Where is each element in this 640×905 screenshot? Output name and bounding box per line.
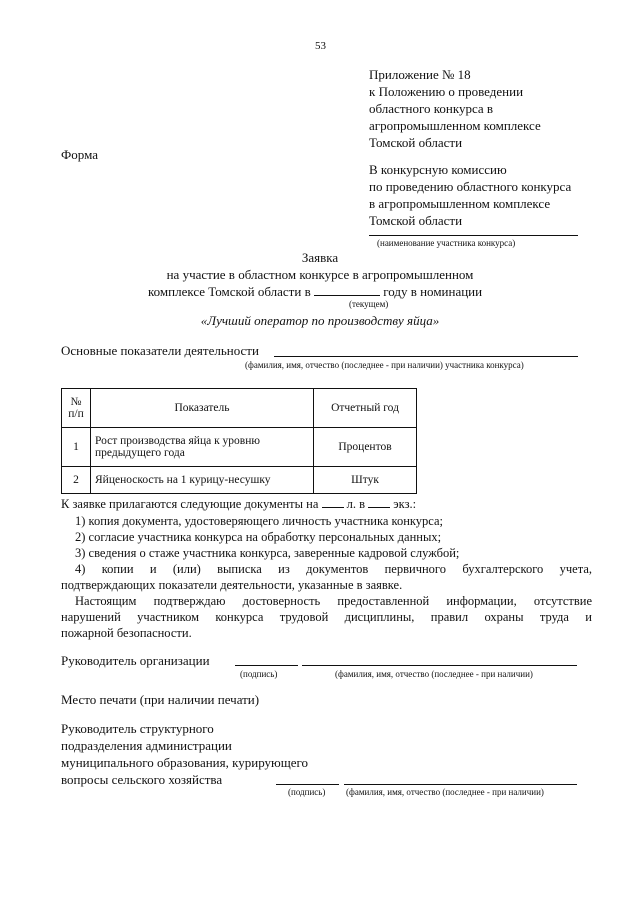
head-org-fio-field[interactable] xyxy=(302,665,577,666)
head-dept-signature-field[interactable] xyxy=(276,784,339,785)
doc-item: 3) сведения о стаже участника конкурса, заверенные кадровой службой; xyxy=(75,546,460,560)
subtitle-text-end: году в номинации xyxy=(383,284,483,299)
addressee-hint: (наименование участника конкурса) xyxy=(377,238,516,248)
appendix-line: Томской области xyxy=(369,135,463,150)
pages-count-field[interactable] xyxy=(322,496,344,508)
table-cell-indicator: Яйценоскость на 1 курицу-несушку xyxy=(91,467,314,494)
head-dept-line: муниципального образования, курирующего xyxy=(61,755,309,770)
docs-intro-end: экз.: xyxy=(393,497,417,511)
signature-hint: (подпись) xyxy=(288,787,326,797)
doc-item: 4) копии и (или) выписка из документов первичного бухгалтерского учета, xyxy=(75,562,592,576)
table-header-cell: Отчетный год xyxy=(314,389,417,428)
indicators-hint: (фамилия, имя, отчество (последнее - при наличии) участника конкурса) xyxy=(245,360,524,370)
table-cell-indicator: Рост производства яйца к уровню предыдущего года xyxy=(91,428,314,467)
nomination: «Лучший оператор по производству яйца» xyxy=(200,313,440,328)
addressee-line: в агропромышленном комплексе xyxy=(369,196,551,211)
confirmation-text: Настоящим подтверждаю достоверность предоставленной информации, отсутствие xyxy=(75,594,592,608)
head-dept-line: Руководитель структурного xyxy=(61,721,214,736)
doc-item: 2) согласие участника конкурса на обработку персональных данных; xyxy=(75,530,442,544)
indicators-label: Основные показатели деятельности xyxy=(61,343,259,358)
table-row xyxy=(62,467,417,494)
table-cell-num: 1 xyxy=(62,428,91,467)
appendix-line: к Положению о проведении xyxy=(369,84,524,99)
fio-hint: (фамилия, имя, отчество (последнее - при наличии) xyxy=(335,669,533,679)
indicators-table xyxy=(61,388,417,494)
head-org-signature-field[interactable] xyxy=(235,665,298,666)
addressee-line: В конкурсную комиссию xyxy=(369,162,507,177)
confirmation-text: нарушений участником конкурса трудовой дисциплины, правил охраны труда и xyxy=(61,610,592,624)
head-org-label: Руководитель организации xyxy=(61,653,210,668)
head-dept-line: подразделения администрации xyxy=(61,738,232,753)
addressee-line: Томской области xyxy=(369,213,463,228)
table-cell-num: 2 xyxy=(62,467,91,494)
table-header-cell: № п/п xyxy=(62,389,91,428)
subtitle-text: комплексе Томской области в xyxy=(148,284,311,299)
appendix-line: агропромышленном комплексе xyxy=(369,118,541,133)
head-dept-fio-field[interactable] xyxy=(344,784,577,785)
table-cell-value: Процентов xyxy=(314,428,417,467)
fio-hint: (фамилия, имя, отчество (последнее - при наличии) xyxy=(346,787,544,797)
appendix-line: областного конкурса в xyxy=(369,101,494,116)
table-row xyxy=(62,428,417,467)
copies-count-field[interactable] xyxy=(368,496,390,508)
page-number: 53 xyxy=(315,40,326,52)
signature-hint: (подпись) xyxy=(240,669,278,679)
confirmation-text: пожарной безопасности. xyxy=(61,626,192,640)
addressee-line: по проведению областного конкурса xyxy=(369,179,572,194)
application-subtitle-line2 xyxy=(148,284,482,300)
table-cell-value: Штук xyxy=(314,467,417,494)
appendix-line: Приложение № 18 xyxy=(369,67,471,82)
participant-fio-field[interactable] xyxy=(274,356,578,357)
year-hint: (текущем) xyxy=(349,299,389,309)
docs-intro-text: К заявке прилагаются следующие документы на xyxy=(61,497,319,511)
table-header-cell: Показатель xyxy=(91,389,314,428)
docs-intro xyxy=(61,496,416,512)
stamp-label: Место печати (при наличии печати) xyxy=(61,692,260,707)
docs-intro-mid: л. в xyxy=(346,497,366,511)
doc-item-cont: подтверждающих показатели деятельности, указанные в заявке. xyxy=(61,578,403,592)
head-dept-line: вопросы сельского хозяйства xyxy=(61,772,223,787)
form-label: Форма xyxy=(61,147,98,162)
table-header-row xyxy=(62,389,417,428)
year-field[interactable] xyxy=(314,284,380,296)
doc-item: 1) копия документа, удостоверяющего личность участника конкурса; xyxy=(75,514,444,528)
application-subtitle: на участие в областном конкурсе в агропромышленном xyxy=(166,267,474,282)
participant-name-field[interactable] xyxy=(369,235,578,236)
application-heading: Заявка xyxy=(301,250,339,265)
